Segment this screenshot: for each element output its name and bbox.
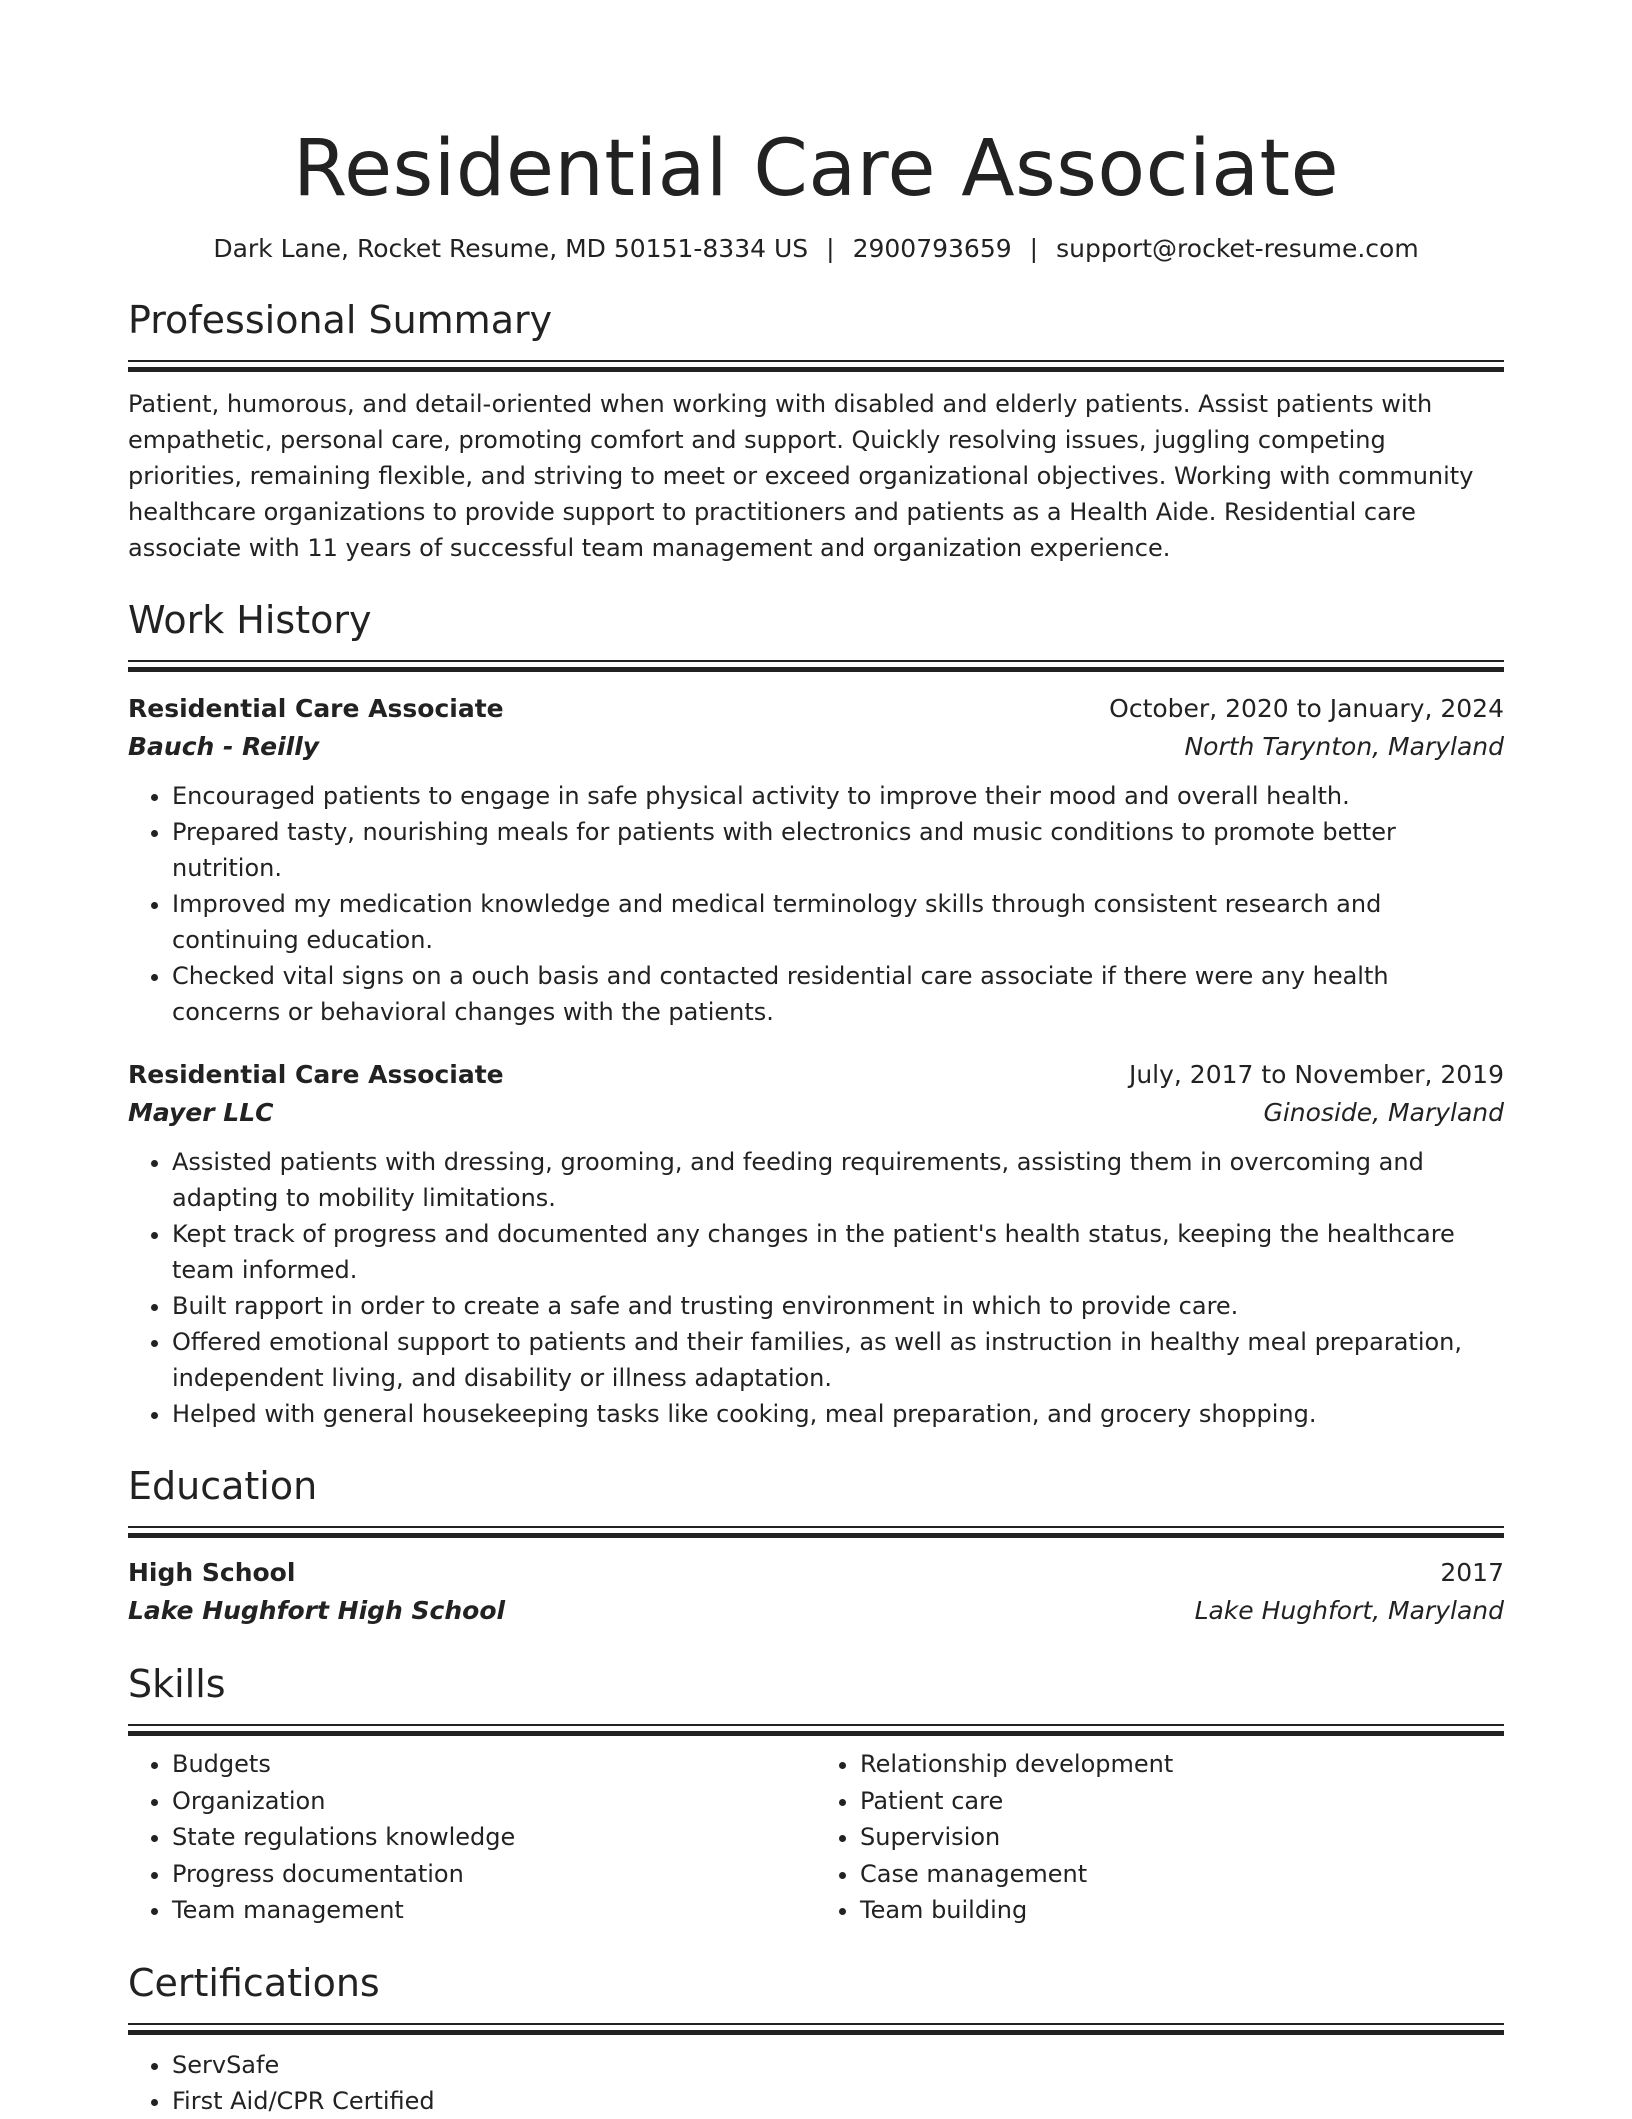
skills-left-column	[128, 1746, 816, 1929]
skill-item: • State regulations knowledge	[172, 1819, 816, 1856]
contact-separator: |	[1029, 234, 1039, 263]
job-bullet: • Checked vital signs on a ouch basis and contacted residential care associate if there were any health concerns or behavioral changes with the patients.	[172, 958, 1504, 1030]
skills-heading: Skills	[128, 1662, 226, 1706]
contact-email: support@rocket-resume.com	[1056, 234, 1419, 263]
job-bullet: • Kept track of progress and documented any changes in the patient's health status, keeping the healthcare team informed.	[172, 1216, 1504, 1288]
job-bullet: • Offered emotional support to patients and their families, as well as instruction in healthy meal preparation, independent living, and disability or illness adaptation.	[172, 1324, 1504, 1396]
job-company: Mayer LLC	[128, 1098, 274, 1127]
job-location: Ginoside, Maryland	[1263, 1098, 1504, 1127]
section-divider	[128, 1526, 1504, 1538]
section-divider	[128, 1724, 1504, 1736]
job-bullets	[128, 778, 1504, 1030]
section-divider	[128, 2023, 1504, 2035]
education-degree: High School	[128, 1558, 296, 1587]
job-bullet: • Prepared tasty, nourishing meals for patients with electronics and music conditions to promote better nutrition.	[172, 814, 1504, 886]
job-company-row	[128, 1094, 1504, 1132]
skill-item: • Relationship development	[860, 1746, 1504, 1783]
section-divider	[128, 660, 1504, 672]
job-dates: July, 2017 to November, 2019	[1128, 1060, 1504, 1089]
contact-separator: |	[826, 234, 835, 263]
job-location: North Tarynton, Maryland	[1184, 732, 1504, 761]
education-year: 2017	[1440, 1558, 1504, 1587]
skill-item: • Organization	[172, 1783, 816, 1820]
summary-section	[128, 296, 1504, 566]
education-section	[128, 1462, 1504, 1630]
skill-item: • Case management	[860, 1856, 1504, 1893]
job-header-row	[128, 690, 1504, 728]
certifications-list	[128, 2047, 1504, 2119]
skills-section	[128, 1660, 1504, 1929]
contact-phone: 2900793659	[852, 234, 1012, 263]
job-bullet: • Built rapport in order to create a safe and trusting environment in which to provide care.	[172, 1288, 1504, 1324]
job-bullet: • Improved my medication knowledge and medical terminology skills through consistent research and continuing education.	[172, 886, 1504, 958]
education-school: Lake Hughfort High School	[128, 1596, 506, 1625]
section-divider	[128, 360, 1504, 372]
education-school-row	[128, 1592, 1504, 1630]
job-company-row	[128, 728, 1504, 766]
certification-item: • First Aid/CPR Certified	[172, 2083, 1504, 2119]
education-header-row	[128, 1554, 1504, 1592]
work-history-section	[128, 596, 1504, 1432]
work-history-heading: Work History	[128, 598, 372, 642]
job-bullet: • Encouraged patients to engage in safe physical activity to improve their mood and overall health.	[172, 778, 1504, 814]
education-location: Lake Hughfort, Maryland	[1194, 1596, 1504, 1625]
contact-line	[128, 232, 1504, 266]
education-heading: Education	[128, 1464, 318, 1508]
summary-heading: Professional Summary	[128, 298, 553, 342]
certifications-section	[128, 1959, 1504, 2119]
skills-columns	[128, 1746, 1504, 1929]
certification-item: • ServSafe	[172, 2047, 1504, 2083]
job-bullet: • Helped with general housekeeping tasks like cooking, meal preparation, and grocery shopping.	[172, 1396, 1504, 1432]
skill-item: • Supervision	[860, 1819, 1504, 1856]
skill-item: • Team management	[172, 1892, 816, 1929]
job-title: Residential Care Associate	[128, 1060, 504, 1089]
resume-name: Residential Care Associate	[292, 124, 1340, 214]
job-title: Residential Care Associate	[128, 694, 504, 723]
certifications-heading: Certifications	[128, 1960, 380, 2005]
job-header-row	[128, 1056, 1504, 1094]
job-entry	[128, 1056, 1504, 1432]
job-company: Bauch - Reilly	[128, 732, 320, 761]
job-dates: October, 2020 to January, 2024	[1109, 694, 1504, 723]
skill-item: • Budgets	[172, 1746, 816, 1783]
job-entry	[128, 690, 1504, 1030]
job-bullet: • Assisted patients with dressing, grooming, and feeding requirements, assisting them in overcoming and adapting to mobility limitations.	[172, 1144, 1504, 1216]
job-bullets	[128, 1144, 1504, 1432]
contact-address: Dark Lane, Rocket Resume, MD 50151-8334 US	[213, 234, 809, 263]
summary-text: Patient, humorous, and detail-oriented when working with disabled and elderly patients. Assist patients with empathetic, personal care, promoting comfort and support. Quickly resolving issues, juggling competing priorities, remaining flexible, and striving to meet or exceed organizational objectives. Working with community healthcare organizations to provide support to practitioners and patients as a Health Aide. Residential care associate with 11 years of successful team management and organization experience.	[128, 390, 1474, 562]
skill-item: • Patient care	[860, 1783, 1504, 1820]
skill-item: • Progress documentation	[172, 1856, 816, 1893]
skills-right-column	[816, 1746, 1504, 1929]
skill-item: • Team building	[860, 1892, 1504, 1929]
education-entry	[128, 1554, 1504, 1630]
